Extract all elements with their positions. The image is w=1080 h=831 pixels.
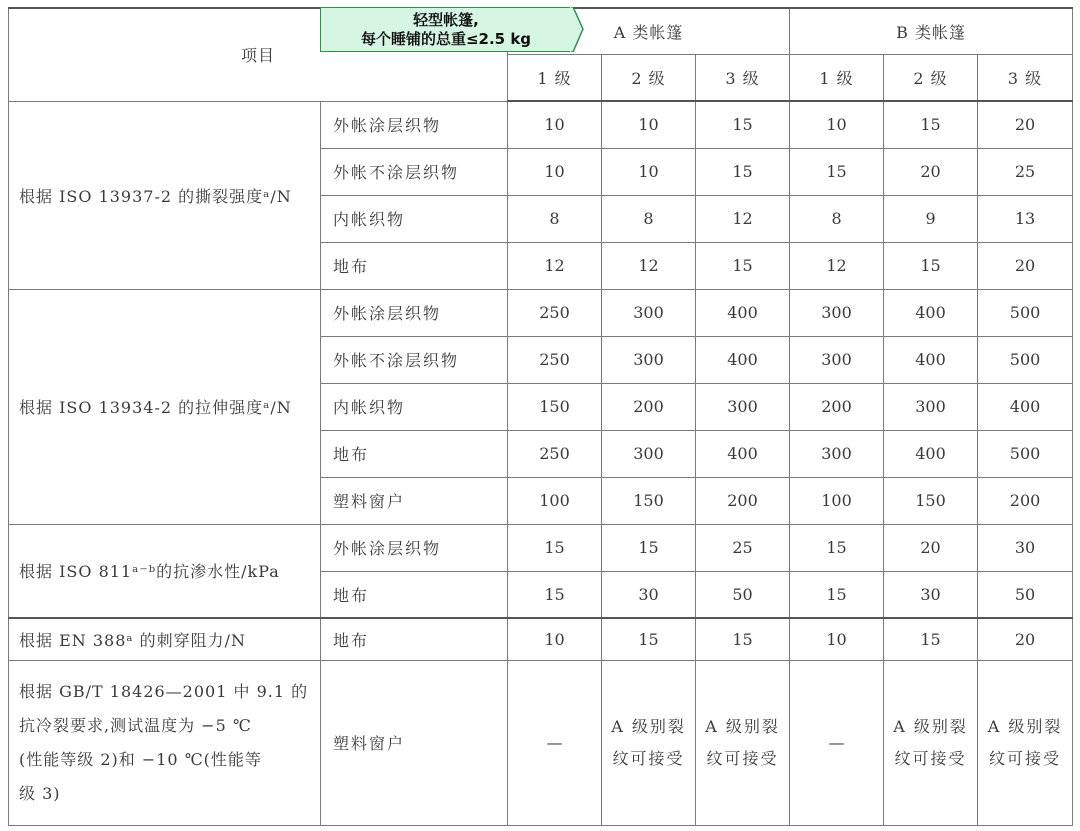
value-cell: 15: [696, 242, 790, 289]
item-cold-crack: [9, 660, 321, 825]
value-cell: 12: [696, 195, 790, 242]
sub-item: 内帐织物: [321, 383, 508, 430]
header-level: 1 级: [790, 54, 884, 101]
accept-line: A 级别裂: [893, 716, 968, 736]
item-water-resistance: 根据 ISO 811ᵃ⁻ᵇ的抗渗水性/kPa: [9, 524, 321, 618]
value-cell: 10: [602, 148, 696, 195]
value-cell: 8: [602, 195, 696, 242]
value-cell: 15: [884, 242, 978, 289]
value-cell: 300: [602, 289, 696, 336]
accept-line: 纹可接受: [706, 748, 779, 768]
value-cell: 400: [884, 336, 978, 383]
value-cell: 15: [602, 524, 696, 571]
accept-line: A 级别裂: [611, 716, 686, 736]
value-cell: 50: [978, 571, 1073, 618]
accept-cell: [602, 660, 696, 825]
value-cell: 300: [790, 430, 884, 477]
sub-item: 塑料窗户: [321, 477, 508, 524]
value-cell: 12: [508, 242, 602, 289]
value-cell: 10: [790, 101, 884, 148]
value-cell: 20: [978, 242, 1073, 289]
sub-item: 地布: [321, 571, 508, 618]
sub-item: 外帐涂层织物: [321, 524, 508, 571]
value-cell: 250: [508, 336, 602, 383]
sub-item: 塑料窗户: [321, 660, 508, 825]
value-cell: 300: [602, 336, 696, 383]
value-cell: 150: [884, 477, 978, 524]
value-cell: 15: [696, 148, 790, 195]
value-cell: 20: [884, 148, 978, 195]
value-cell: 13: [978, 195, 1073, 242]
header-level: 3 级: [978, 54, 1073, 101]
value-cell: 30: [884, 571, 978, 618]
accept-line: 纹可接受: [894, 748, 967, 768]
value-cell: 15: [508, 524, 602, 571]
header-level: 3 级: [696, 54, 790, 101]
value-cell: 150: [508, 383, 602, 430]
callout-arrow-icon: [570, 7, 584, 52]
value-cell: 250: [508, 430, 602, 477]
value-cell: 300: [790, 289, 884, 336]
value-cell: 20: [978, 101, 1073, 148]
sub-item: 外帐不涂层织物: [321, 336, 508, 383]
value-cell: 10: [602, 101, 696, 148]
value-cell: 100: [790, 477, 884, 524]
value-cell: 500: [978, 289, 1073, 336]
value-cell: 15: [790, 524, 884, 571]
value-cell: 15: [508, 571, 602, 618]
header-item: 项目: [9, 8, 508, 101]
value-cell: 10: [508, 101, 602, 148]
value-cell: 20: [884, 524, 978, 571]
value-cell: 400: [696, 336, 790, 383]
accept-line: A 级别裂: [705, 716, 780, 736]
sub-item: 内帐织物: [321, 195, 508, 242]
value-cell: 10: [790, 618, 884, 660]
cold-crack-line: 级 3): [19, 783, 61, 803]
callout-line: 每个睡铺的总重≤2.5 kg: [360, 30, 532, 48]
sub-item: 外帐涂层织物: [321, 101, 508, 148]
accept-line: 纹可接受: [612, 748, 685, 768]
cold-crack-line: 根据 GB/T 18426—2001 中 9.1 的: [19, 681, 309, 701]
value-cell: 500: [978, 336, 1073, 383]
value-cell: 15: [790, 571, 884, 618]
item-puncture-resistance: 根据 EN 388ᵃ 的刺穿阻力/N: [9, 618, 321, 660]
value-cell: 8: [790, 195, 884, 242]
value-cell: 300: [790, 336, 884, 383]
value-cell: 12: [790, 242, 884, 289]
accept-cell: [978, 660, 1073, 825]
accept-line: 纹可接受: [989, 748, 1062, 768]
value-cell: 15: [696, 101, 790, 148]
value-cell: 15: [884, 618, 978, 660]
value-cell: 15: [790, 148, 884, 195]
lightweight-tent-callout: [320, 7, 572, 52]
header-level: 1 级: [508, 54, 602, 101]
cold-crack-line: 抗冷裂要求,测试温度为 −5 ℃: [19, 715, 252, 735]
value-cell: 25: [978, 148, 1073, 195]
value-cell: 300: [884, 383, 978, 430]
value-cell: 150: [602, 477, 696, 524]
value-cell: 10: [508, 148, 602, 195]
item-tensile-strength: 根据 ISO 13934-2 的拉伸强度ᵃ/N: [9, 289, 321, 524]
spec-table: [8, 7, 1073, 826]
sub-item: 外帐涂层织物: [321, 289, 508, 336]
item-tear-strength: 根据 ISO 13937-2 的撕裂强度ᵃ/N: [9, 101, 321, 289]
accept-cell: [884, 660, 978, 825]
value-cell: 30: [978, 524, 1073, 571]
sub-item: 外帐不涂层织物: [321, 148, 508, 195]
value-cell: 100: [508, 477, 602, 524]
sub-item: 地布: [321, 618, 508, 660]
dash-cell: —: [790, 660, 884, 825]
value-cell: 400: [884, 289, 978, 336]
header-level: 2 级: [602, 54, 696, 101]
value-cell: 300: [696, 383, 790, 430]
value-cell: 400: [696, 289, 790, 336]
value-cell: 400: [696, 430, 790, 477]
value-cell: 200: [696, 477, 790, 524]
value-cell: 30: [602, 571, 696, 618]
value-cell: 15: [696, 618, 790, 660]
header-class-a: A 类帐篷: [508, 8, 790, 54]
value-cell: 200: [602, 383, 696, 430]
header-level: 2 级: [884, 54, 978, 101]
value-cell: 200: [978, 477, 1073, 524]
value-cell: 8: [508, 195, 602, 242]
sub-item: 地布: [321, 430, 508, 477]
accept-cell: [696, 660, 790, 825]
value-cell: 9: [884, 195, 978, 242]
value-cell: 200: [790, 383, 884, 430]
cold-crack-line: (性能等级 2)和 −10 ℃(性能等: [19, 749, 262, 769]
value-cell: 15: [884, 101, 978, 148]
value-cell: 500: [978, 430, 1073, 477]
value-cell: 50: [696, 571, 790, 618]
sub-item: 地布: [321, 242, 508, 289]
value-cell: 300: [602, 430, 696, 477]
value-cell: 25: [696, 524, 790, 571]
value-cell: 15: [602, 618, 696, 660]
dash-cell: —: [508, 660, 602, 825]
value-cell: 20: [978, 618, 1073, 660]
header-class-b: B 类帐篷: [790, 8, 1073, 54]
accept-line: A 级别裂: [987, 716, 1063, 736]
value-cell: 10: [508, 618, 602, 660]
callout-line: 轻型帐篷,: [413, 11, 479, 29]
value-cell: 250: [508, 289, 602, 336]
value-cell: 400: [978, 383, 1073, 430]
value-cell: 400: [884, 430, 978, 477]
value-cell: 12: [602, 242, 696, 289]
